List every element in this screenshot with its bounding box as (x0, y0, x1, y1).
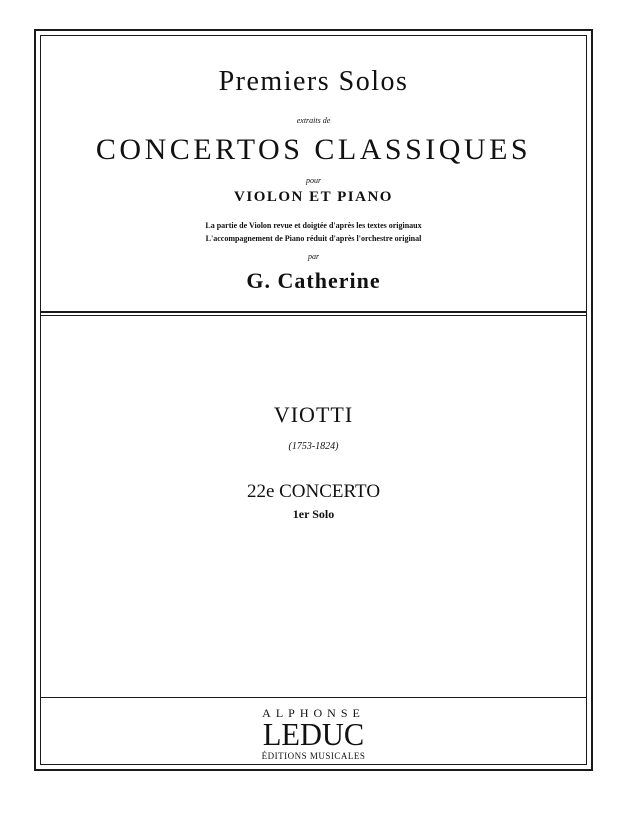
composer-years: (1753-1824) (288, 441, 339, 452)
pour-label: pour (305, 176, 322, 185)
footer-divider (40, 697, 587, 698)
piano-note: L'accompagnement de Piano réduit d'après l'orchestre original (205, 234, 422, 243)
publisher-logo: LEDUC (262, 716, 365, 752)
series-title: Premiers Solos (218, 66, 409, 97)
violin-note: La partie de Violon revue et doigtée d'après les textes originaux (205, 221, 422, 230)
header-divider (40, 311, 587, 313)
editor-name: G. Catherine (246, 268, 381, 293)
publisher-line3: ÉDITIONS MUSICALES (261, 751, 366, 761)
par-label: par (307, 252, 320, 261)
instrumentation: VIOLON ET PIANO (234, 189, 393, 205)
collection-title: CONCERTOS CLASSIQUES (95, 133, 532, 166)
concerto-number: 22e CONCERTO (246, 481, 381, 502)
publisher-line1: ALPHONSE (262, 706, 365, 720)
composer-name: VIOTTI (273, 402, 354, 427)
extraits-label: extraits de (296, 116, 331, 125)
header-divider-thin (40, 315, 587, 316)
solo-number: 1er Solo (292, 507, 335, 521)
